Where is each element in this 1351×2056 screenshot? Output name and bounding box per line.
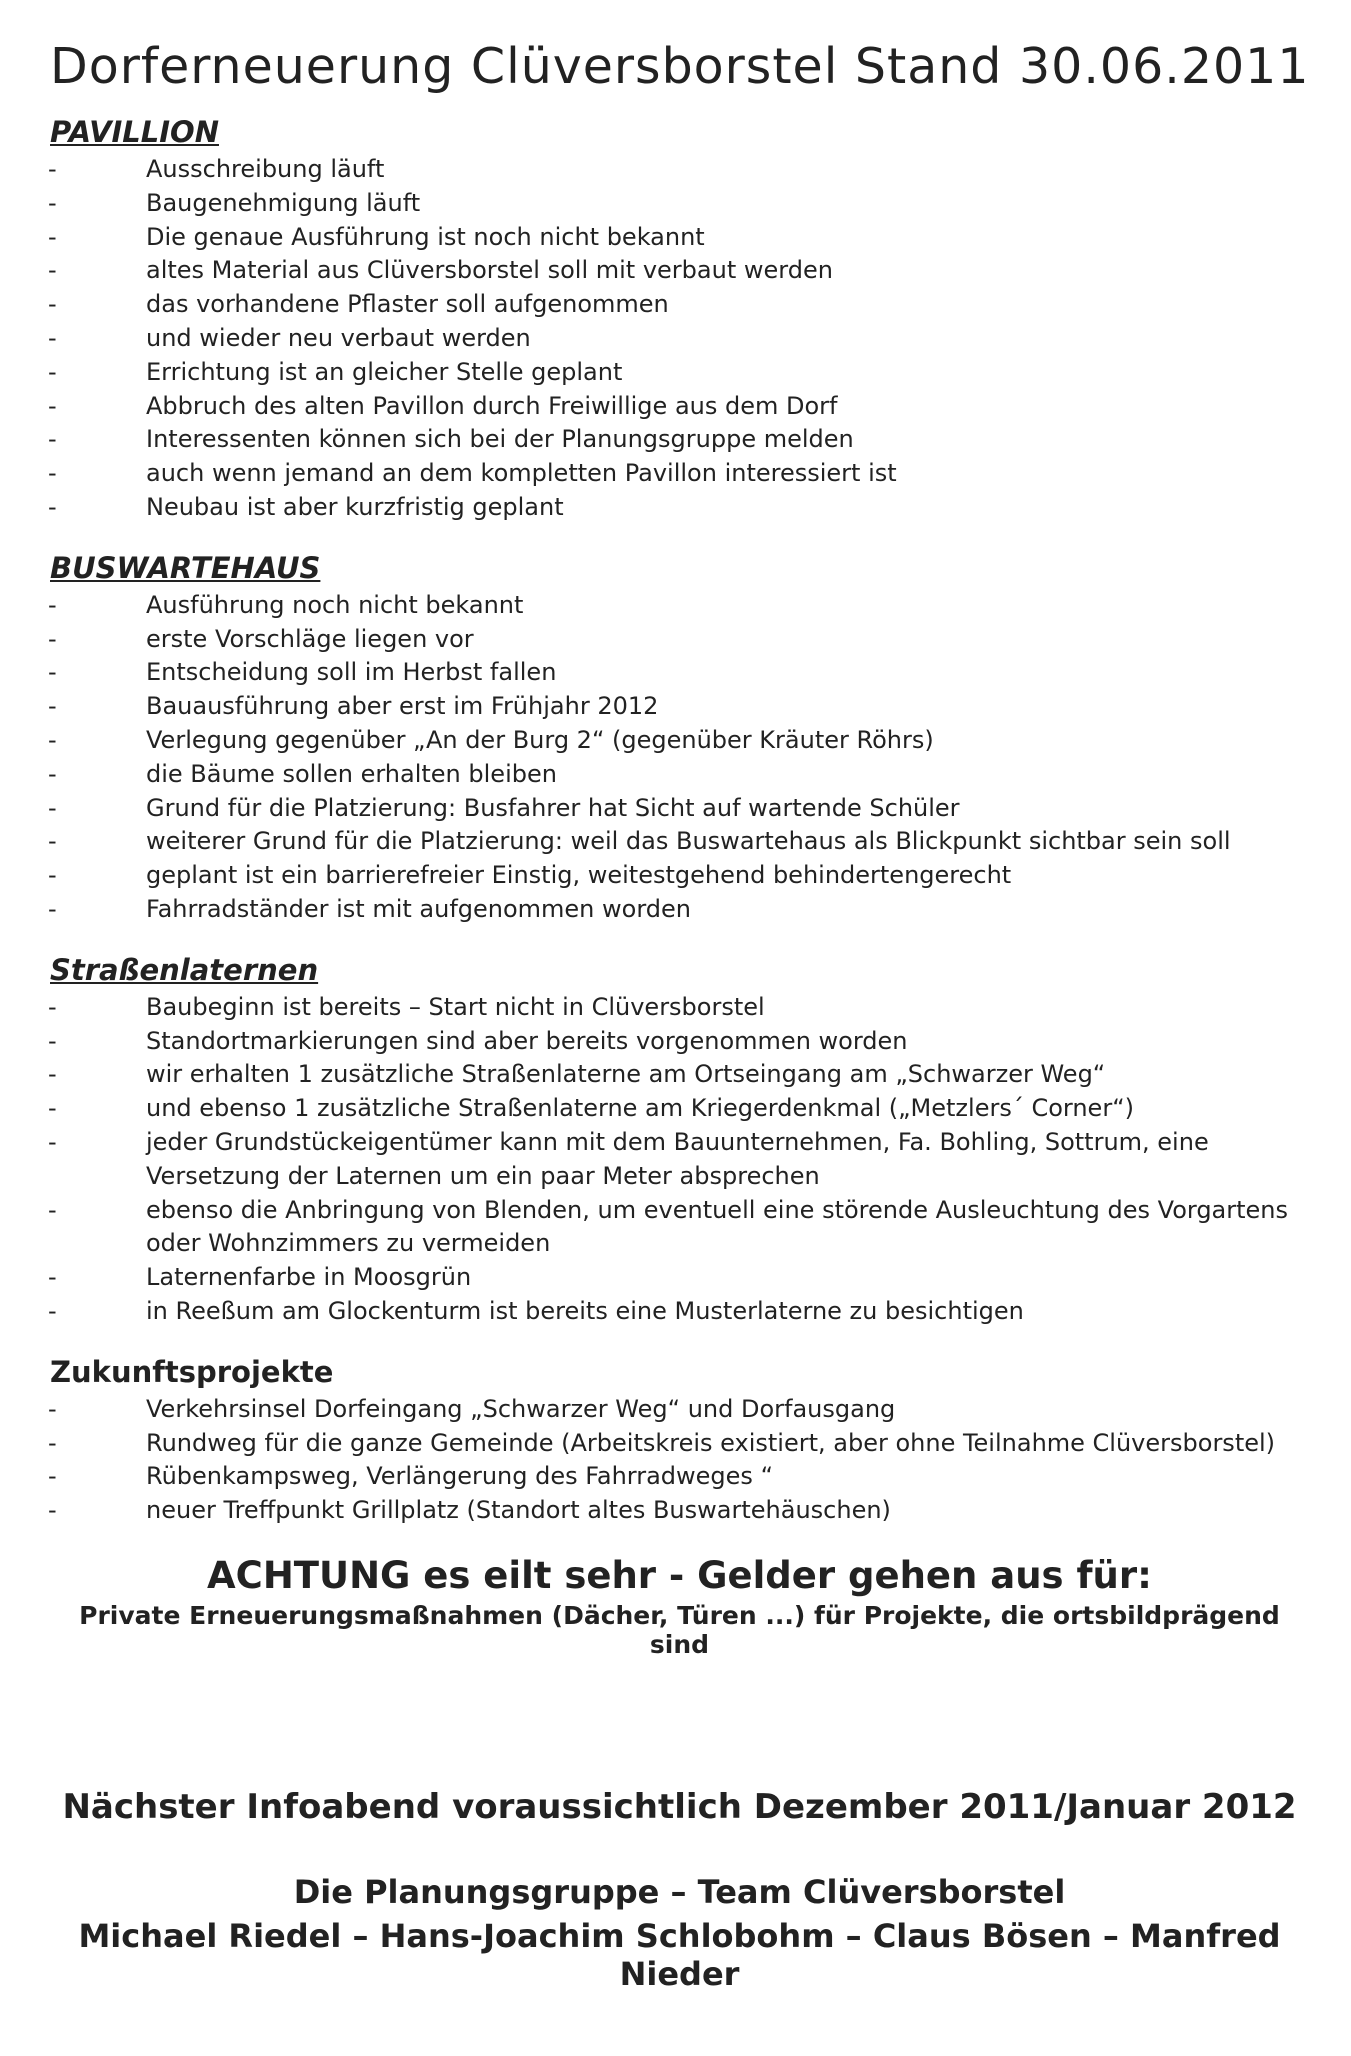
list-item bbox=[48, 859, 1311, 893]
list-item-text: Errichtung ist an gleicher Stelle geplant bbox=[146, 357, 623, 386]
list-item-text: Abbruch des alten Pavillon durch Freiwillige aus dem Dorf bbox=[146, 391, 838, 420]
achtung-notice: ACHTUNG es eilt sehr - Gelder gehen aus für: bbox=[207, 1553, 1152, 1597]
bullet-dash: - bbox=[48, 624, 57, 653]
bullet-dash: - bbox=[48, 1127, 57, 1156]
bullet-dash: - bbox=[48, 256, 57, 285]
bullet-dash: - bbox=[48, 793, 57, 822]
list-item bbox=[48, 1058, 1311, 1092]
bullet-dash: - bbox=[48, 1496, 57, 1525]
list-item bbox=[48, 1194, 1311, 1262]
list-item bbox=[48, 457, 1311, 491]
list-item-text: Standortmarkierungen sind aber bereits vorgenommen worden bbox=[146, 1026, 908, 1055]
list-item-text: weiterer Grund für die Platzierung: weil das Buswartehaus als Blickpunkt sichtbar sein soll bbox=[146, 827, 1231, 856]
list-item-text: Ausschreibung läuft bbox=[146, 155, 385, 183]
bullet-dash: - bbox=[48, 290, 57, 319]
list-item bbox=[48, 1494, 1311, 1528]
planning-team-line: Die Planungsgruppe – Team Clüversborstel bbox=[293, 1872, 1066, 1911]
bullet-dash: - bbox=[48, 492, 57, 521]
bullet-dash: - bbox=[48, 861, 57, 890]
bullet-dash: - bbox=[48, 1195, 57, 1224]
list-item-text: und ebenso 1 zusätzliche Straßenlaterne am Kriegerdenkmal („Metzlers´ Corner“) bbox=[146, 1094, 1134, 1123]
list-item bbox=[48, 724, 1311, 758]
list-item-text: erste Vorschläge liegen vor bbox=[146, 624, 474, 653]
section-strassenlaternen bbox=[48, 953, 1311, 1329]
bullet-dash: - bbox=[48, 1060, 57, 1089]
document-title: Dorferneuerung Clüversborstel Stand 30.06.2011 bbox=[50, 38, 1310, 95]
next-info-evening: Nächster Infoabend voraussichtlich Dezember 2011/Januar 2012 bbox=[62, 1786, 1297, 1827]
bullet-dash: - bbox=[48, 459, 57, 488]
section-pavillion bbox=[48, 115, 1311, 525]
bullet-dash: - bbox=[48, 1394, 57, 1423]
list-item-text: Entscheidung soll im Herbst fallen bbox=[146, 658, 557, 687]
list-item-text: und wieder neu verbaut werden bbox=[146, 323, 531, 352]
list-item-text: Verkehrsinsel Dorfeingang „Schwarzer Weg“ und Dorfausgang bbox=[146, 1394, 896, 1423]
bullet-dash: - bbox=[48, 692, 57, 721]
list-item bbox=[48, 991, 1311, 1025]
section-heading: BUSWARTEHAUS bbox=[50, 550, 321, 585]
bullet-dash: - bbox=[48, 1094, 57, 1123]
list-item bbox=[48, 491, 1311, 525]
bullet-list bbox=[48, 1393, 1311, 1528]
bullet-list bbox=[48, 991, 1311, 1329]
team-members-line: Michael Riedel – Hans-Joachim Schlobohm – Claus Bösen – Manfred Nieder bbox=[78, 1916, 1281, 1993]
list-item-text: Fahrradständer ist mit aufgenommen worden bbox=[146, 894, 691, 923]
bullet-dash: - bbox=[48, 1263, 57, 1292]
list-item bbox=[48, 221, 1311, 255]
list-item-text: Verlegung gegenüber „An der Burg 2“ (gegenüber Kräuter Röhrs) bbox=[146, 725, 934, 754]
list-item bbox=[48, 1460, 1311, 1494]
list-item-text: Neubau ist aber kurzfristig geplant bbox=[146, 492, 564, 521]
bullet-dash: - bbox=[48, 894, 57, 923]
list-item-text: die Bäume sollen erhalten bleiben bbox=[146, 759, 557, 788]
list-item bbox=[48, 690, 1311, 724]
list-item bbox=[48, 423, 1311, 457]
bullet-dash: - bbox=[48, 992, 57, 1021]
list-item-text: Bauausführung aber erst im Frühjahr 2012 bbox=[146, 692, 659, 721]
bullet-dash: - bbox=[48, 658, 57, 687]
bullet-dash: - bbox=[48, 827, 57, 856]
list-item-text: Grund für die Platzierung: Busfahrer hat Sicht auf wartende Schüler bbox=[146, 793, 960, 822]
list-item bbox=[48, 1295, 1311, 1329]
list-item bbox=[48, 825, 1311, 859]
bullet-list bbox=[48, 589, 1311, 927]
bullet-dash: - bbox=[48, 357, 57, 386]
list-item bbox=[48, 288, 1311, 322]
section-heading: Zukunftsprojekte bbox=[50, 1354, 334, 1389]
bullet-dash: - bbox=[48, 590, 57, 619]
list-item-text: ebenso die Anbringung von Blenden, um eventuell eine störende Ausleuchtung des Vorgartens oder Wohnzimmers zu vermeiden bbox=[146, 1195, 1289, 1258]
list-item bbox=[48, 322, 1311, 356]
list-item-text: Laternenfarbe in Moosgrün bbox=[146, 1263, 472, 1292]
list-item bbox=[48, 1126, 1311, 1194]
section-buswartehaus bbox=[48, 551, 1311, 927]
list-item-text: Ausführung noch nicht bekannt bbox=[146, 590, 524, 619]
list-item-text: Die genaue Ausführung ist noch nicht bekannt bbox=[146, 222, 705, 251]
list-item bbox=[48, 656, 1311, 690]
list-item-text: Rundweg für die ganze Gemeinde (Arbeitskreis existiert, aber ohne Teilnahme Clüversborstel) bbox=[146, 1428, 1276, 1457]
private-measures-note: Private Erneuerungsmaßnahmen (Dächer, Türen ...) für Projekte, die ortsbildprägend sind bbox=[79, 1600, 1280, 1659]
list-item bbox=[48, 1261, 1311, 1295]
bullet-dash: - bbox=[48, 1296, 57, 1325]
list-item-text: jeder Grundstückeigentümer kann mit dem Bauunternehmen, Fa. Bohling, Sottrum, eine Versetzung der Laternen um ein paar Meter absprechen bbox=[146, 1127, 1209, 1190]
list-item-text: neuer Treffpunkt Grillplatz (Standort altes Buswartehäuschen) bbox=[146, 1496, 891, 1525]
bullet-dash: - bbox=[48, 222, 57, 251]
list-item-text: in Reeßum am Glockenturm ist bereits eine Musterlaterne zu besichtigen bbox=[146, 1296, 1024, 1325]
list-item bbox=[48, 356, 1311, 390]
bullet-dash: - bbox=[48, 391, 57, 420]
bullet-dash: - bbox=[48, 155, 57, 183]
bullet-dash: - bbox=[48, 759, 57, 788]
section-heading: Straßenlaternen bbox=[50, 952, 319, 987]
bullet-dash: - bbox=[48, 725, 57, 754]
list-item-text: Baubeginn ist bereits – Start nicht in Clüversborstel bbox=[146, 992, 765, 1021]
list-item-text: Baugenehmigung läuft bbox=[146, 188, 421, 217]
bullet-dash: - bbox=[48, 1428, 57, 1457]
list-item-text: Rübenkampsweg, Verlängerung des Fahrradweges “ bbox=[146, 1462, 773, 1491]
list-item bbox=[48, 1025, 1311, 1059]
list-item bbox=[48, 589, 1311, 623]
list-item-text: wir erhalten 1 zusätzliche Straßenlaterne am Ortseingang am „Schwarzer Weg“ bbox=[146, 1060, 1106, 1089]
list-item bbox=[48, 187, 1311, 221]
list-item-text: auch wenn jemand an dem kompletten Pavillon interessiert ist bbox=[146, 459, 897, 488]
bullet-list bbox=[48, 153, 1311, 525]
list-item-text: altes Material aus Clüversborstel soll mit verbaut werden bbox=[146, 256, 833, 285]
list-item bbox=[48, 758, 1311, 792]
list-item bbox=[48, 254, 1311, 288]
list-item bbox=[48, 1427, 1311, 1461]
bullet-dash: - bbox=[48, 188, 57, 217]
list-item-text: das vorhandene Pflaster soll aufgenommen bbox=[146, 290, 669, 319]
list-item bbox=[48, 893, 1311, 927]
bullet-dash: - bbox=[48, 323, 57, 352]
list-item bbox=[48, 390, 1311, 424]
list-item-text: Interessenten können sich bei der Planungsgruppe melden bbox=[146, 425, 854, 454]
list-item bbox=[48, 792, 1311, 826]
list-item-text: geplant ist ein barrierefreier Einstig, weitestgehend behindertengerecht bbox=[146, 861, 1012, 890]
bullet-dash: - bbox=[48, 1462, 57, 1491]
list-item bbox=[48, 623, 1311, 657]
section-heading: PAVILLION bbox=[50, 115, 219, 149]
list-item bbox=[48, 153, 1311, 187]
bullet-dash: - bbox=[48, 425, 57, 454]
list-item bbox=[48, 1092, 1311, 1126]
bullet-dash: - bbox=[48, 1026, 57, 1055]
section-zukunftsprojekte bbox=[48, 1355, 1311, 1528]
list-item bbox=[48, 1393, 1311, 1427]
